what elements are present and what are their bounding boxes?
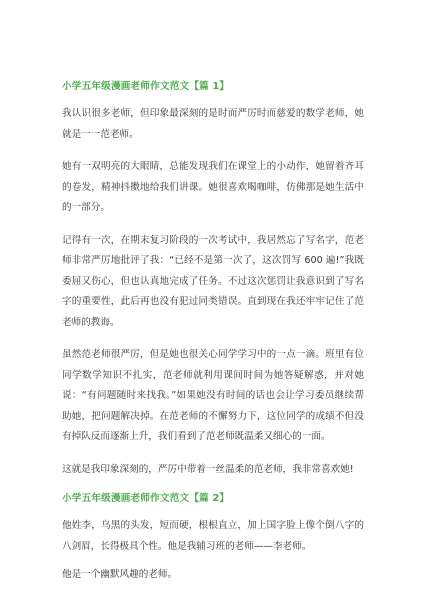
section-1-paragraph-3: 记得有一次，在期末复习阶段的一次考试中，我居然忘了写名字，范老师非常严厉地批评了我：“已经不是第一次了，这次罚写 600 遍!”我既委屈又伤心，但也认真地完成了任务。不过这次惩罚让我意识到了写名字的重要性，此后再也没有犯过同类错误。直到现在我还牢牢记住了范老师的教诲。 <box>62 234 364 328</box>
document-page <box>62 80 364 598</box>
section-1-paragraph-1: 我认识很多老师，但印象最深刻的是时而严厉时而慈爱的数学老师，她就是一一范老师。 <box>62 108 364 140</box>
section-1-heading: 小学五年级漫画老师作文范文【篇 1】 <box>62 81 230 92</box>
section-2-paragraph-1: 他姓李，乌黑的头发，短而硬，根根直立，加上国字脸上像个倒八字的八剑眉，长得极具个性。他是我辅习班的老师——李老师。 <box>62 520 364 552</box>
section-2-heading: 小学五年级漫画老师作文范文【篇 2】 <box>62 493 230 504</box>
section-1-paragraph-2: 她有一双明亮的大眼睛，总能发现我们在课堂上的小动作，她留着齐耳的卷发，精神抖擞地给我们讲课。她很喜欢喝咖啡，仿佛那是她生活中的一部分。 <box>62 161 364 213</box>
section-1-paragraph-4: 虽然范老师很严厉，但是她也很关心同学学习中的一点一滴。班里有位同学数学知识不扎实，范老师就利用课间时间为她答疑解惑，并对她说：“有问题随时来找我。”如果她没有时间的话也会让学习委员继续帮助她，把问题解决掉。在范老师的不懈努力下，这位同学的成绩不但没有掉队反而逐渐上升，我们看到了范老师既温柔又细心的一面。 <box>62 349 364 442</box>
section-1-paragraph-5: 这就是我印象深刻的，严厉中带着一丝温柔的范老师，我非常喜欢她! <box>62 463 354 475</box>
section-2-paragraph-2: 他是一个幽默风趣的老师。 <box>62 569 178 580</box>
